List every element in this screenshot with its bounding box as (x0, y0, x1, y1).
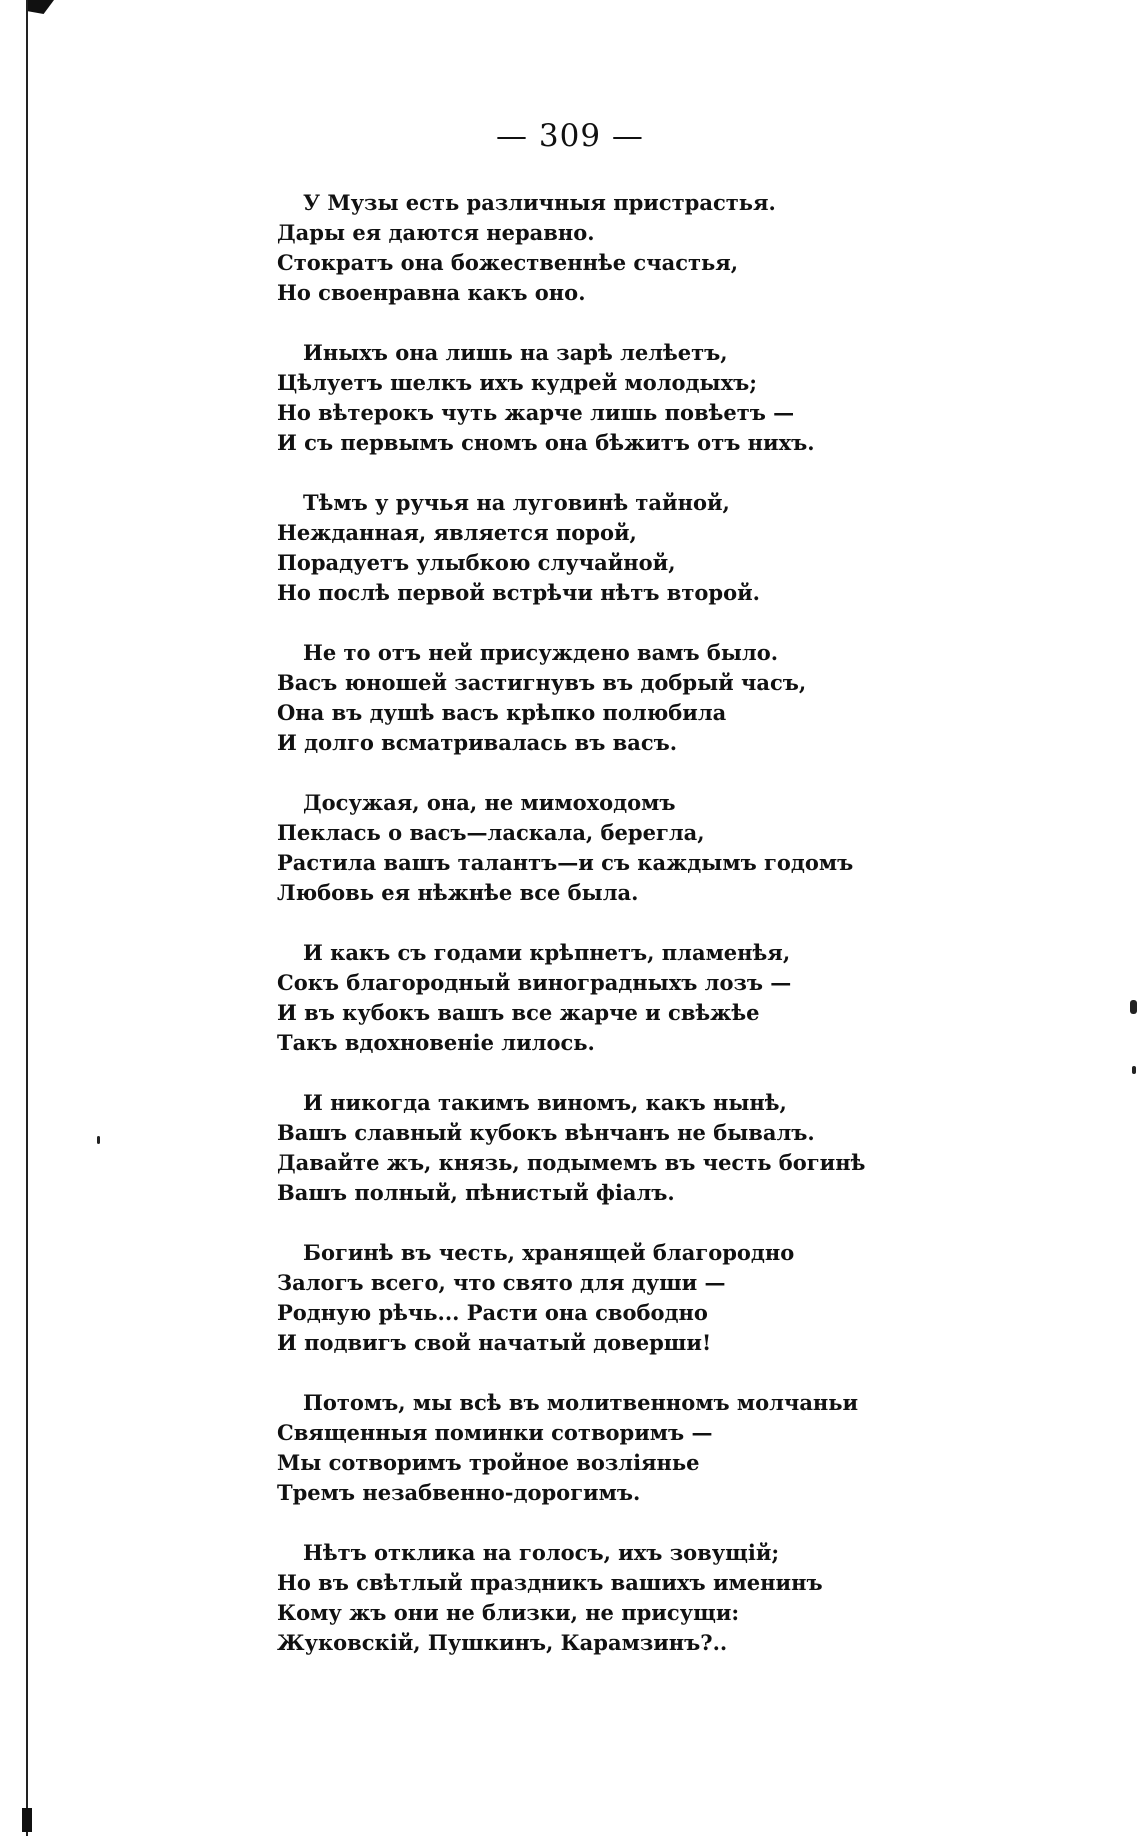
verse-line: И какъ съ годами крѣпнетъ, пламенѣя, (303, 940, 791, 965)
verse-line: Нежданная, является порой, (277, 520, 637, 545)
verse-line: Порадуетъ улыбкою случайной, (277, 550, 676, 575)
corner-ink-mark (28, 0, 54, 14)
verse-line: Такъ вдохновеніе лилось. (277, 1030, 595, 1055)
verse-line: Вашъ славный кубокъ вѣнчанъ не бывалъ. (277, 1120, 815, 1145)
stanza (277, 1238, 837, 1358)
verse-line: Родную рѣчь... Расти она свободно (277, 1300, 708, 1325)
verse-line: Васъ юношей застигнувъ въ добрый часъ, (277, 670, 807, 695)
verse-line: Дары ея даются неравно. (277, 220, 595, 245)
verse-line: Не то отъ ней присуждено вамъ было. (303, 640, 779, 665)
bottom-ink-mark (22, 1808, 32, 1832)
verse-line: Но въ свѣтлый праздникъ вашихъ именинъ (277, 1570, 823, 1595)
verse-line: И никогда такимъ виномъ, какъ нынѣ, (303, 1090, 787, 1115)
verse-line: Иныхъ она лишь на зарѣ лелѣетъ, (303, 340, 728, 365)
verse-line: Стократъ она божественнѣе счастья, (277, 250, 739, 275)
verse-line: Нѣтъ отклика на голосъ, ихъ зовущій; (303, 1540, 780, 1565)
verse-line: Залогъ всего, что свято для души — (277, 1270, 726, 1295)
verse-line: Вашъ полный, пѣнистый фіалъ. (277, 1180, 675, 1205)
verse-line: Тремъ незабвенно-дорогимъ. (277, 1480, 641, 1505)
stanza (277, 1088, 866, 1208)
verse-line: И въ кубокъ вашъ все жарче и свѣжѣе (277, 1000, 760, 1025)
stanza (277, 938, 837, 1058)
stanza (277, 338, 837, 458)
stanza (277, 1388, 859, 1508)
stanza (277, 638, 837, 758)
verse-line: И подвигъ свой начатый доверши! (277, 1330, 712, 1355)
verse-line: Но послѣ первой встрѣчи нѣтъ второй. (277, 580, 760, 605)
verse-line: Потомъ, мы всѣ въ молитвенномъ молчаньи (303, 1390, 859, 1415)
verse-line: Священныя поминки сотворимъ — (277, 1420, 713, 1445)
verse-line: Любовь ея нѣжнѣе все была. (277, 880, 639, 905)
verse-line: Она въ душѣ васъ крѣпко полюбила (277, 700, 727, 725)
verse-line: Кому жъ они не близки, не присущи: (277, 1600, 740, 1625)
verse-line: Давайте жъ, князь, подымемъ въ честь богинѣ (277, 1150, 866, 1175)
page-number: — 309 — (496, 118, 644, 154)
verse-line: Жуковскій, Пушкинъ, Карамзинъ?.. (277, 1630, 728, 1655)
poem-text (277, 188, 866, 1688)
verse-line: Сокъ благородный виноградныхъ лозъ — (277, 970, 792, 995)
verse-line: Пеклась о васъ—ласкала, берегла, (277, 820, 705, 845)
verse-line: Тѣмъ у ручья на луговинѣ тайной, (303, 490, 730, 515)
ink-speck (1132, 1066, 1136, 1074)
verse-line: И долго всматривалась въ васъ. (277, 730, 678, 755)
ink-speck (97, 1136, 100, 1144)
verse-line: И съ первымъ сномъ она бѣжитъ отъ нихъ. (277, 430, 815, 455)
verse-line: Досужая, она, не мимоходомъ (303, 790, 676, 815)
verse-line: Мы сотворимъ тройное возліянье (277, 1450, 700, 1475)
verse-line: Но вѣтерокъ чуть жарче лишь повѣетъ — (277, 400, 795, 425)
stanza (277, 488, 837, 608)
verse-line: У Музы есть различныя пристрастья. (303, 190, 776, 215)
verse-line: Богинѣ въ честь, хранящей благородно (303, 1240, 795, 1265)
stanza (277, 188, 837, 308)
verse-line: Цѣлуетъ шелкъ ихъ кудрей молодыхъ; (277, 370, 757, 395)
stanza (277, 1538, 837, 1658)
stanza (277, 788, 854, 908)
ink-speck (1130, 1000, 1137, 1014)
page-edge-rule (26, 0, 28, 1836)
verse-line: Но своенравна какъ оно. (277, 280, 586, 305)
verse-line: Растила вашъ талантъ—и съ каждымъ годомъ (277, 850, 854, 875)
